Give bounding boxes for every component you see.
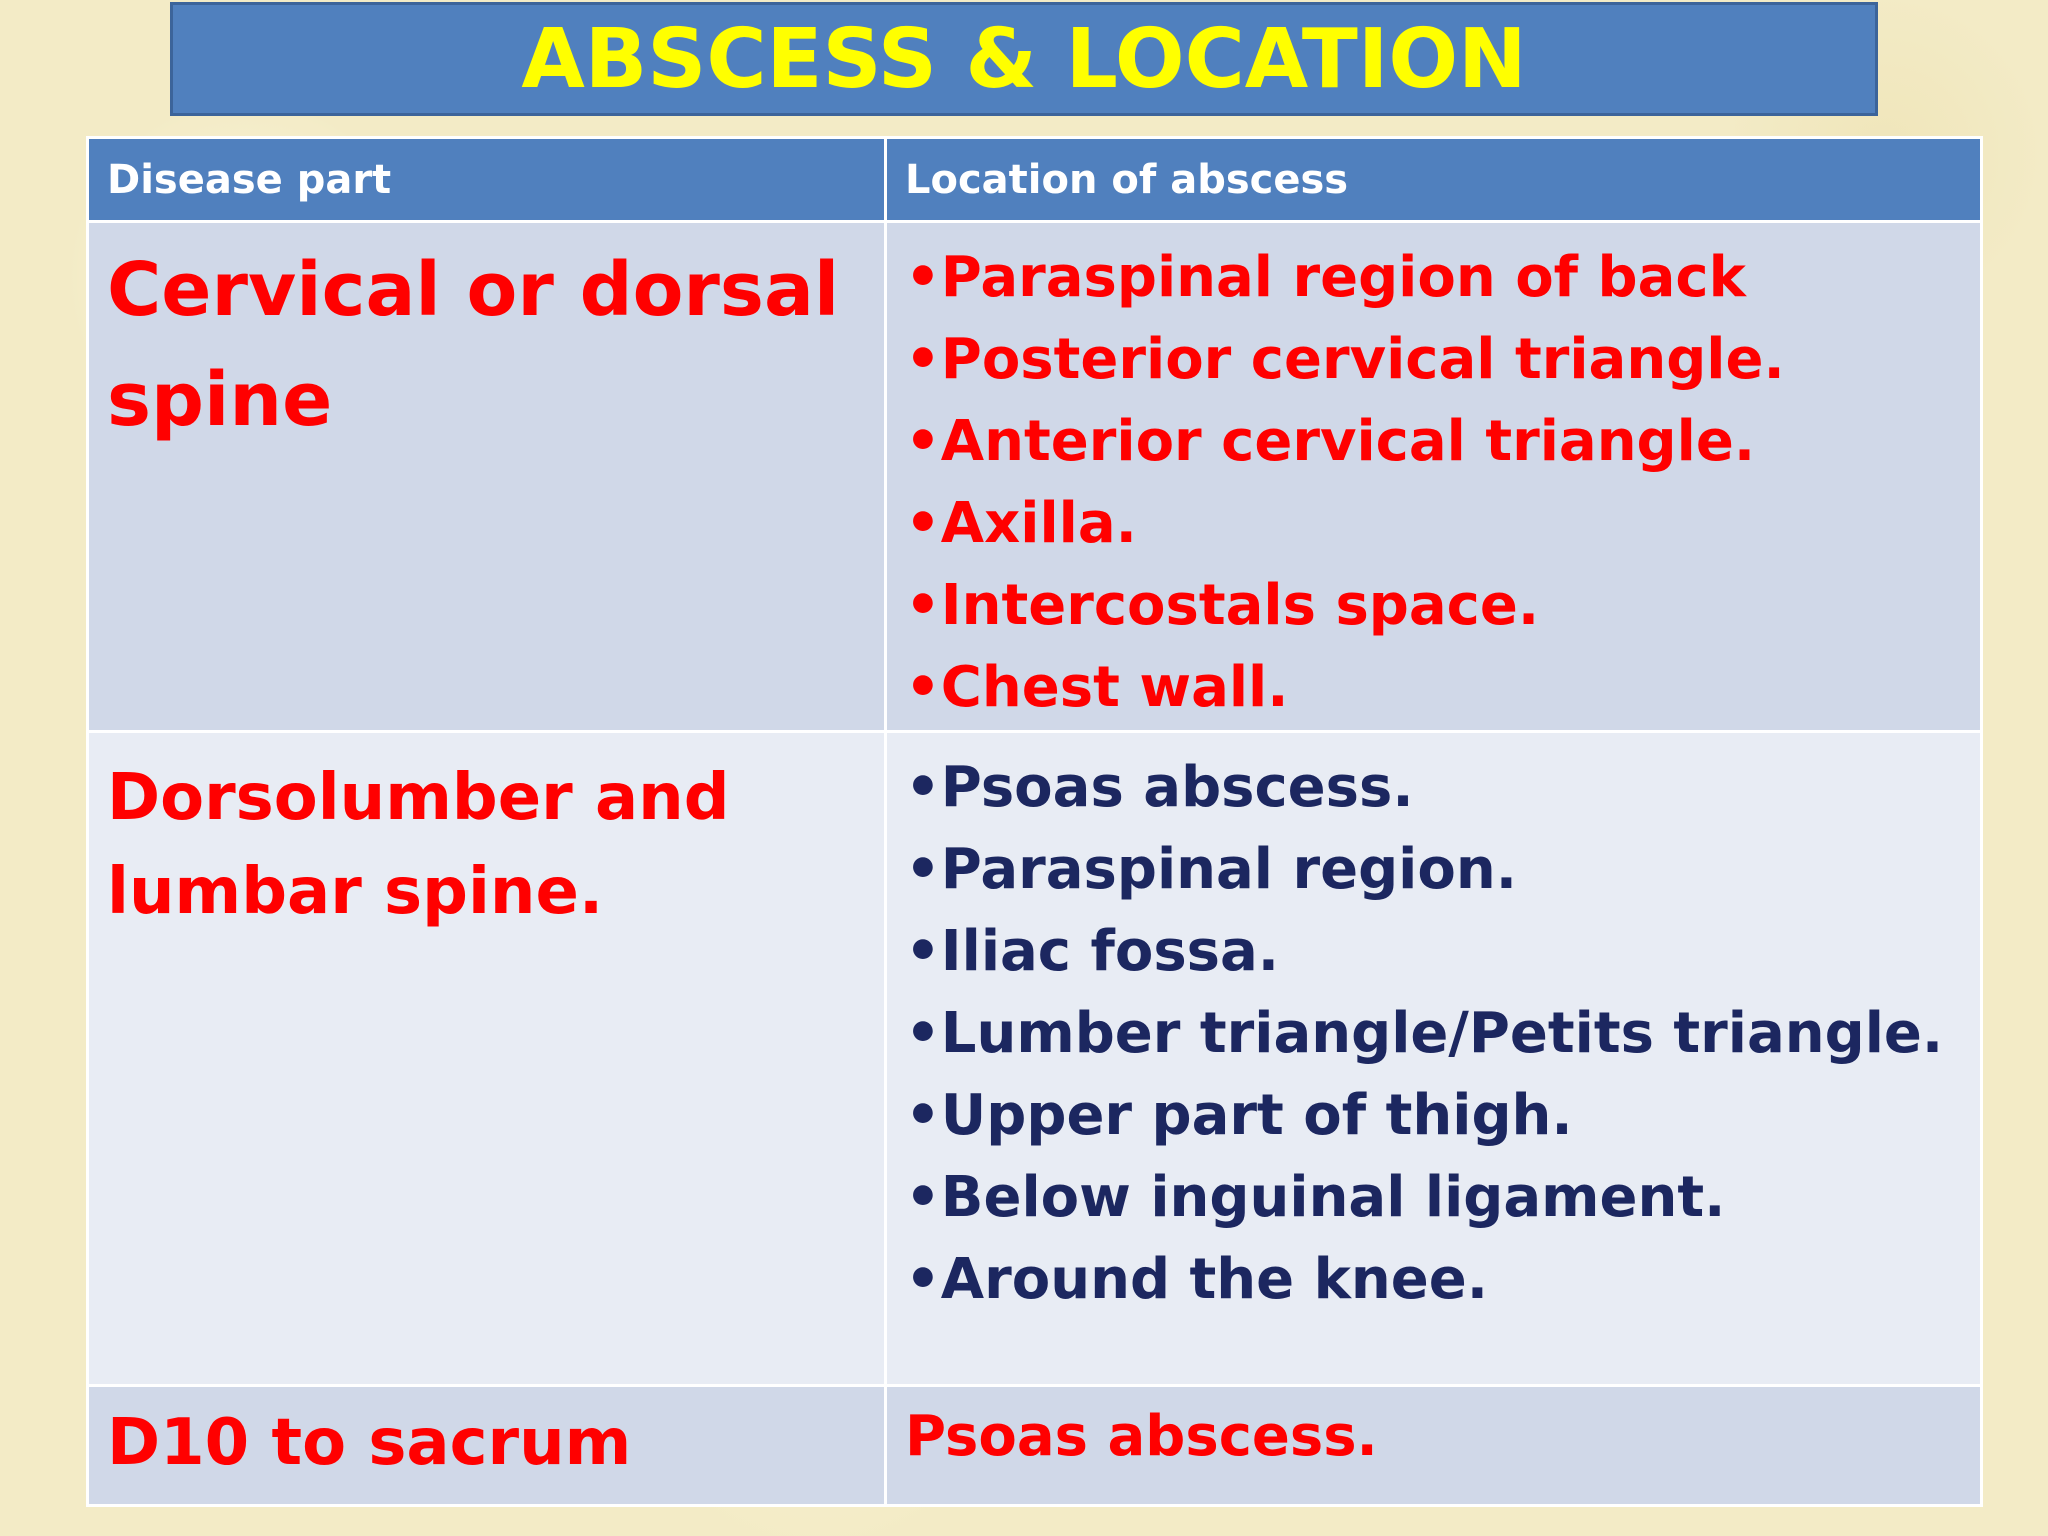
location-text: Psoas abscess.: [905, 1404, 1378, 1469]
list-item: •Chest wall.: [905, 655, 1289, 720]
disease-part-cell: [88, 222, 886, 732]
table-row: [88, 1386, 1982, 1506]
header-location-of-abscess: Location of abscess: [886, 138, 1982, 222]
list-item: •Iliac fossa.: [905, 919, 1280, 984]
location-cell: [886, 222, 1982, 732]
slide-title: ABSCESS & LOCATION: [521, 11, 1527, 107]
list-item: •Below inguinal ligament.: [905, 1165, 1726, 1230]
list-item: •Psoas abscess.: [905, 755, 1414, 820]
abscess-location-table: [86, 136, 1983, 1507]
location-cell: [886, 1386, 1982, 1506]
list-item: •Lumber triangle/Petits triangle.: [905, 1001, 1944, 1066]
list-item: •Paraspinal region of back: [905, 245, 1746, 310]
location-list: [887, 223, 1980, 729]
list-item: •Upper part of thigh.: [905, 1083, 1573, 1148]
disease-part-cell: [88, 732, 886, 1386]
disease-part-text: Cervical or dorsal spine: [107, 247, 840, 443]
table-row: [88, 222, 1982, 732]
list-item: •Around the knee.: [905, 1247, 1488, 1312]
list-item: •Paraspinal region.: [905, 837, 1517, 902]
location-cell: [886, 732, 1982, 1386]
slide-title-box: [170, 2, 1878, 116]
disease-part-text: D10 to sacrum: [107, 1406, 632, 1480]
location-list: [887, 733, 1980, 1321]
list-item: •Intercostals space.: [905, 573, 1540, 638]
table-header-row: [88, 138, 1982, 222]
header-disease-part: Disease part: [88, 138, 886, 222]
disease-part-text: Dorsolumber and lumbar spine.: [107, 761, 730, 929]
list-item: •Axilla.: [905, 491, 1137, 556]
disease-part-cell: [88, 1386, 886, 1506]
table-row: [88, 732, 1982, 1386]
list-item: •Anterior cervical triangle.: [905, 409, 1756, 474]
list-item: •Posterior cervical triangle.: [905, 327, 1785, 392]
